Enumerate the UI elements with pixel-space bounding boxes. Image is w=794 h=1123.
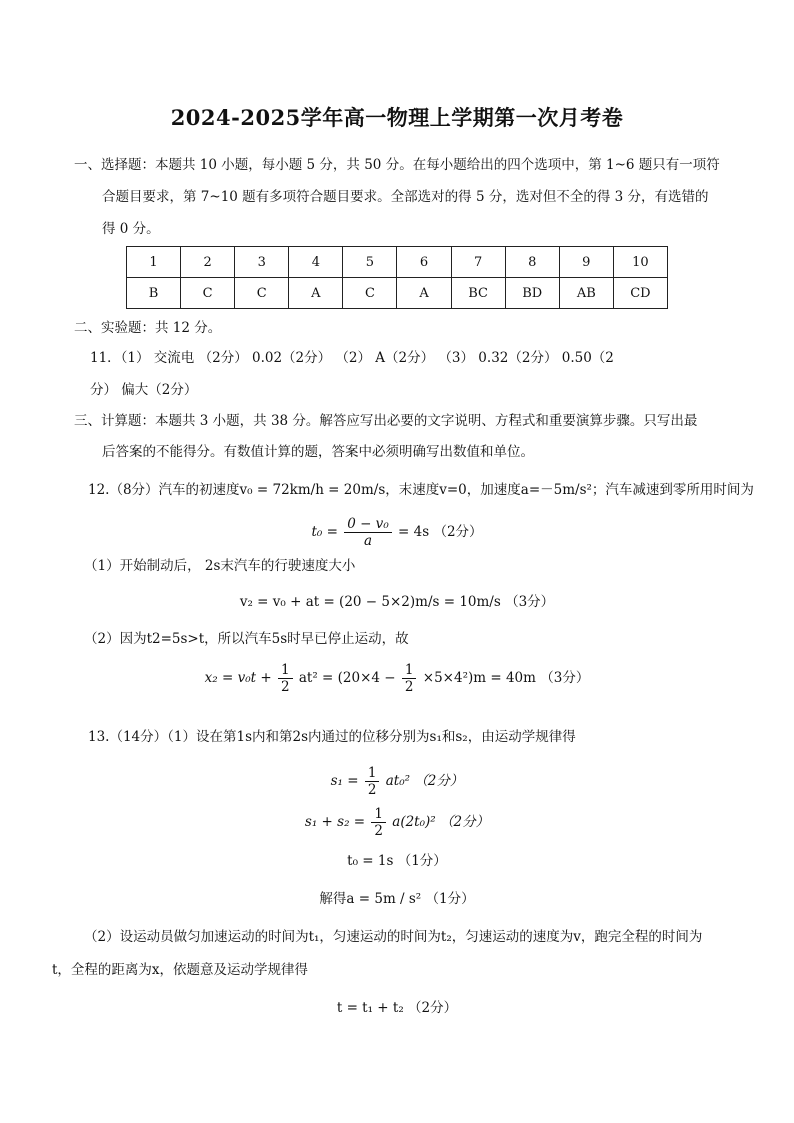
q12-eq1-rhs: = 4s （2分） — [398, 524, 483, 540]
section1-line3: 得 0 分。 — [102, 221, 160, 237]
q12-eq1-denominator: a — [363, 533, 372, 549]
q12-equation-time — [0, 516, 794, 549]
answer-cell: A — [397, 278, 451, 309]
q13-intro: 13.（14分）（1）设在第1s内和第2s内通过的位移分别为s₁和s₂，由运动学规律得 — [88, 729, 576, 745]
q12-part1: （1）开始制动后， 2s末汽车的行驶速度大小 — [84, 558, 356, 574]
q12-eq1-numerator: 0 − v₀ — [344, 516, 392, 533]
answer-cell: BC — [451, 278, 505, 309]
section2-heading: 二、实验题：共 12 分。 — [74, 320, 222, 336]
answer-cell: C — [181, 278, 235, 309]
q12-intro: 12.（8分）汽车的初速度v₀ = 72km/h = 20m/s，末速度v=0，加速度a=－5m/s²；汽车减速到零所用时间为 — [88, 482, 754, 498]
section3-line1: 三、计算题：本题共 3 小题，共 38 分。解答应写出必要的文字说明、方程式和重要演算步骤。只写出最 — [74, 413, 698, 429]
question-number-cell: 1 — [127, 247, 181, 278]
answer-cell: CD — [613, 278, 667, 309]
q13-eq2-half-denominator: 2 — [374, 823, 383, 839]
q13-part2-line2: t，全程的距离为x，依题意及运动学规律得 — [52, 962, 309, 978]
answer-cell: BD — [505, 278, 559, 309]
q12-eq3-half-a — [278, 662, 293, 695]
q13-eq1-half-denominator: 2 — [367, 782, 377, 798]
q12-eq3-mid: at² = (20×4 − — [298, 670, 396, 686]
question-number-cell: 10 — [613, 247, 667, 278]
q12-eq3-half-b-numerator: 1 — [402, 662, 417, 679]
q13-eq2-half — [371, 806, 386, 839]
q12-equation-displacement — [0, 662, 794, 695]
q12-eq3-half-b-denominator: 2 — [404, 679, 414, 695]
answer-cell: C — [235, 278, 289, 309]
section1-line2: 合题目要求，第 7~10 题有多项符合题目要求。全部选对的得 5 分，选对但不全的得 3 分，有选错的 — [102, 189, 709, 205]
q13-eq1-half-numerator: 1 — [365, 765, 380, 782]
section1-line1: 一、选择题：本题共 10 小题，每小题 5 分，共 50 分。在每小题给出的四个选项中，第 1~6 题只有一项符 — [74, 157, 720, 173]
section3-line2: 后答案的不能得分。有数值计算的题，答案中必须明确写出数值和单位。 — [102, 444, 534, 460]
answer-cell: C — [343, 278, 397, 309]
section2-line1: 11．（1） 交流电 （2分） 0.02（2分） （2） A（2分） （3） 0.32（2分） 0.50（2 — [90, 350, 614, 366]
q13-equation-s1 — [0, 765, 794, 798]
q13-eq2-lhs: s₁ + s₂ = — [304, 814, 366, 830]
question-number-cell: 5 — [343, 247, 397, 278]
answer-table-header-row — [127, 247, 668, 278]
question-number-cell: 7 — [451, 247, 505, 278]
q13-equation-total-time: t = t₁ + t₂ （2分） — [336, 1000, 458, 1016]
question-number-cell: 3 — [235, 247, 289, 278]
question-number-cell: 4 — [289, 247, 343, 278]
answer-cell: A — [289, 278, 343, 309]
q13-equation-t0: t₀ = 1s （1分） — [347, 853, 447, 869]
question-number-cell: 2 — [181, 247, 235, 278]
answer-table-answer-row — [127, 278, 668, 309]
section2-line2: 分） 偏大（2分） — [90, 382, 198, 398]
answer-cell: B — [127, 278, 181, 309]
q12-part2: （2）因为t2=5s>t，所以汽车5s时早已停止运动，故 — [84, 631, 409, 647]
question-number-cell: 6 — [397, 247, 451, 278]
q13-eq1-lhs: s₁ = — [330, 773, 359, 789]
q12-eq1-lhs: t₀ = — [311, 524, 338, 540]
answer-table — [126, 246, 668, 309]
q12-eq3-rhs: ×5×4²)m = 40m （3分） — [422, 670, 590, 686]
page-title: 2024-2025学年高一物理上学期第一次月考卷 — [170, 105, 624, 130]
q12-equation-velocity: v₂ = v₀ + at = (20 − 5×2)m/s = 10m/s （3分） — [239, 594, 555, 610]
q12-eq3-lhs: x₂ = v₀t + — [204, 670, 272, 686]
q12-eq3-half-b — [402, 662, 417, 695]
q13-eq1-half — [365, 765, 380, 798]
q12-eq1-fraction — [344, 516, 392, 549]
q12-eq3-half-a-denominator: 2 — [280, 679, 290, 695]
answer-cell: AB — [559, 278, 613, 309]
question-number-cell: 8 — [505, 247, 559, 278]
q13-equation-s1-s2 — [0, 806, 794, 839]
question-number-cell: 9 — [559, 247, 613, 278]
q13-equation-a: 解得a = 5m / s² （1分） — [319, 891, 475, 907]
q13-part2-line1: （2）设运动员做匀加速运动的时间为t₁，匀速运动的时间为t₂，匀速运动的速度为v，跑完全程的时间为 — [84, 929, 703, 945]
q13-eq2-half-numerator: 1 — [371, 806, 386, 823]
q12-eq3-half-a-numerator: 1 — [278, 662, 293, 679]
q13-eq2-rhs: a(2t₀)² （2分） — [392, 814, 490, 830]
q13-eq1-rhs: at₀² （2分） — [385, 773, 464, 789]
